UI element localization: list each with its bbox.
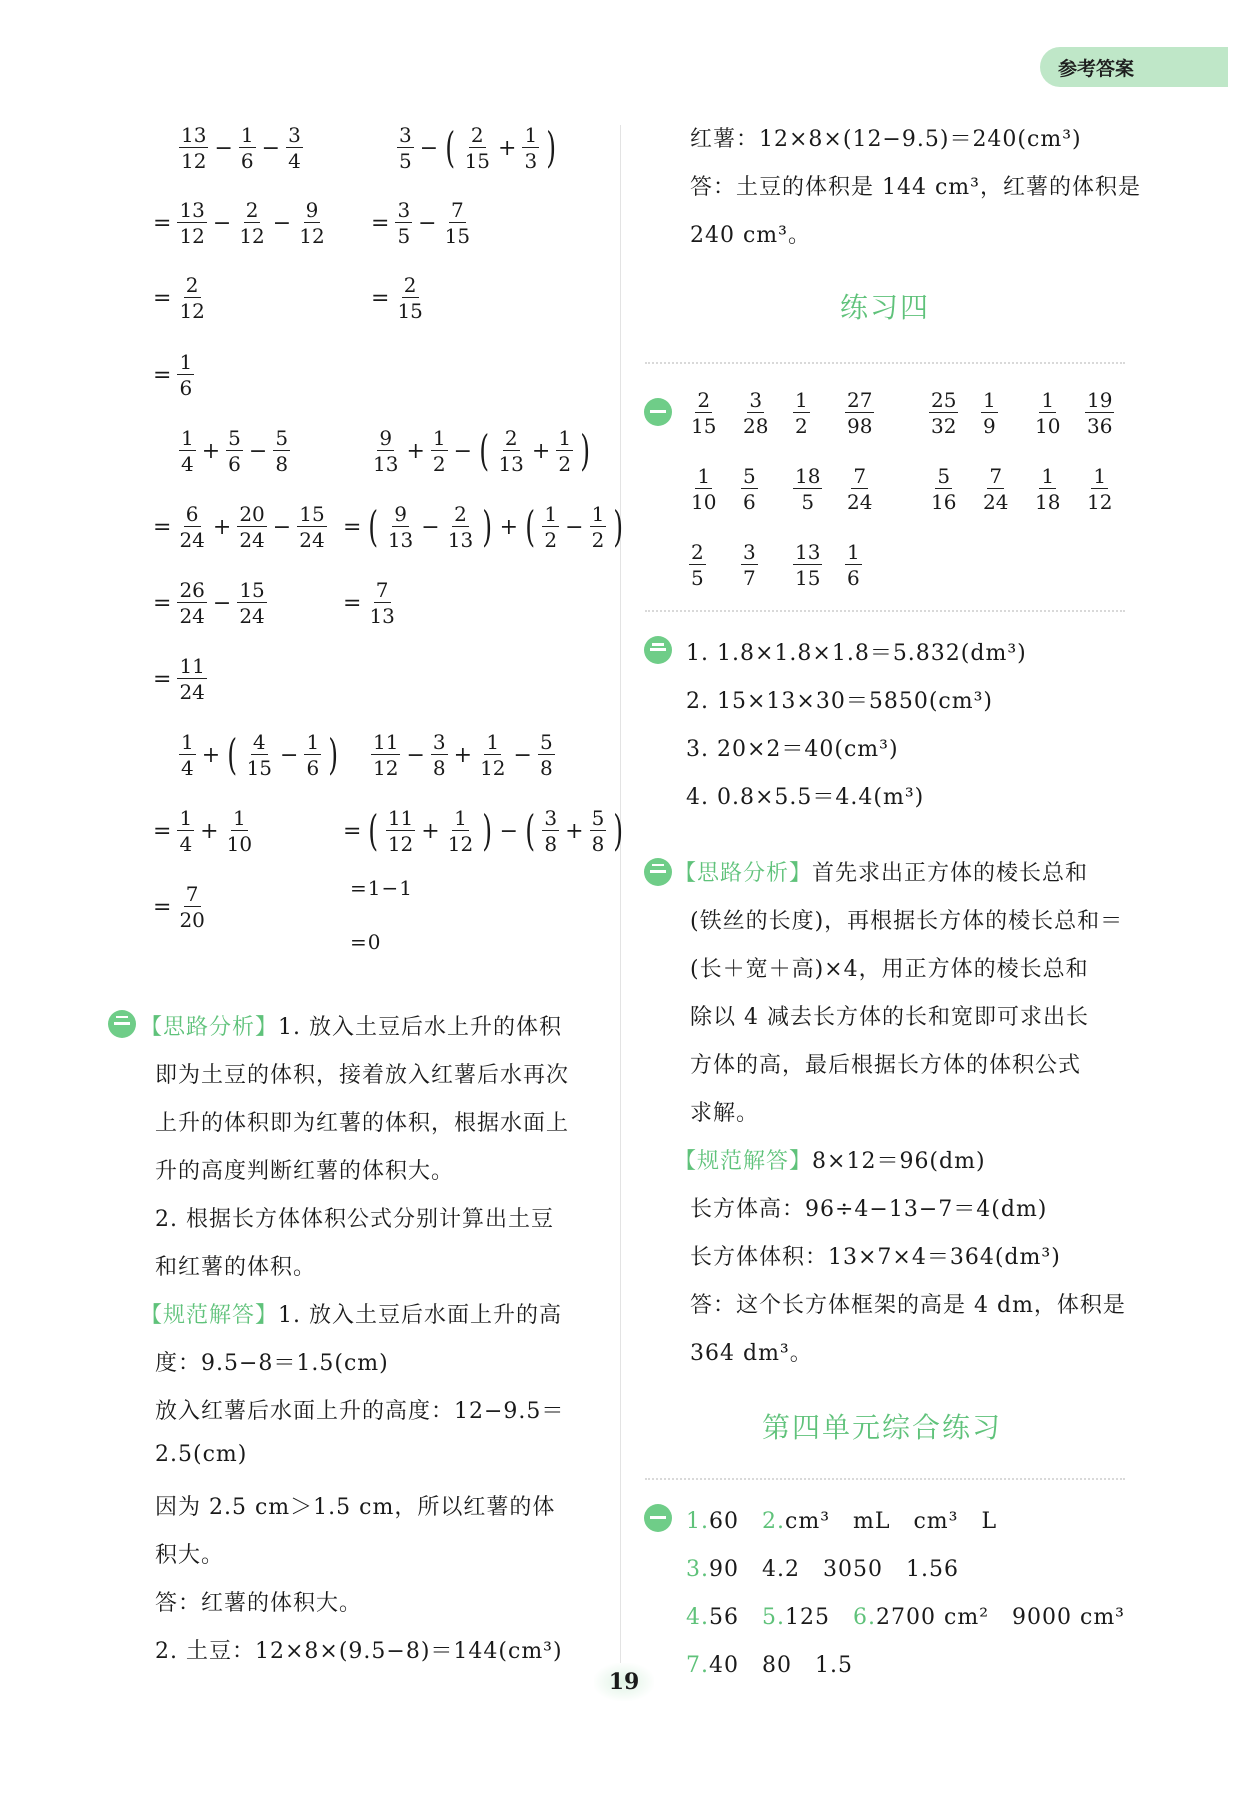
analysis-label: 【思路分析】 [674, 861, 813, 886]
fraction-answer: $\frac{19}{36}$ [1087, 388, 1113, 438]
fraction-answer: $\frac{18}{5}$ [795, 464, 821, 514]
analysis-line: 即为土豆的体积，接着放入红薯后水再次 [155, 1063, 570, 1088]
answer-line: 放入红薯后水面上升的高度：12−9.5＝ [155, 1399, 565, 1424]
math-row: = $\frac{3}{5}$ − $\frac{7}{15}$ [371, 198, 471, 248]
fraction-answer: $\frac{2}{5}$ [691, 540, 704, 590]
fraction-answer: $\frac{1}{18}$ [1035, 464, 1061, 514]
math-row: $\frac{1}{4}$ + ( $\frac{4}{15}$ − $\frac{1}{6}$ ) [181, 730, 339, 780]
fraction-answer: $\frac{1}{9}$ [983, 388, 996, 438]
math-row: = ( $\frac{11}{12}$ + $\frac{1}{12}$ ) − ( $\frac{3}{8}$ + $\frac{5}{8}$ ) [343, 806, 624, 856]
fraction-answer: $\frac{1}{10}$ [1035, 388, 1061, 438]
answer-line: 【规范解答】1. 放入土豆后水面上升的高 [140, 1303, 562, 1328]
section-badge-three [644, 858, 672, 886]
fraction-answer: $\frac{25}{32}$ [931, 388, 957, 438]
math-row: $\frac{1}{4}$ + $\frac{5}{6}$ − $\frac{5}{8}$ [181, 426, 289, 476]
math-line: =0 [350, 930, 382, 954]
math-row: = $\frac{13}{12}$ − $\frac{2}{12}$ − $\frac{9}{12}$ [153, 198, 325, 248]
math-row: $\frac{11}{12}$ − $\frac{3}{8}$ + $\frac{1}{12}$ − $\frac{5}{8}$ [373, 730, 553, 780]
math-row: = $\frac{26}{24}$ − $\frac{15}{24}$ [153, 578, 265, 628]
math-row: $\frac{9}{13}$ + $\frac{1}{2}$ − ( $\frac{2}{13}$ + $\frac{1}{2}$ ) [373, 426, 591, 476]
math-line: =1−1 [350, 876, 413, 900]
analysis-line: (长＋宽＋高)×4，用正方体的棱长总和 [690, 957, 1089, 982]
divider [645, 610, 1125, 612]
fraction-answer: $\frac{1}{6}$ [847, 540, 860, 590]
fraction-answer: $\frac{1}{12}$ [1087, 464, 1113, 514]
analysis-line: 【思路分析】首先求出正方体的棱长总和 [674, 861, 1089, 886]
header-tab [1040, 47, 1228, 87]
answer-line: 度：9.5−8＝1.5(cm) [155, 1351, 389, 1376]
page-number: 19 [594, 1663, 654, 1701]
answer-line: 【规范解答】8×12＝96(dm) [674, 1149, 986, 1174]
fraction-answer: $\frac{27}{98}$ [847, 388, 873, 438]
math-row: = $\frac{2}{12}$ [153, 273, 205, 323]
analysis-line: (铁丝的长度)，再根据长方体的棱长总和＝ [690, 909, 1124, 934]
right-line: 答：土豆的体积是 144 cm³，红薯的体积是 [690, 175, 1141, 200]
math-row: = $\frac{7}{13}$ [343, 578, 395, 628]
answer-line: 答：这个长方体框架的高是 4 dm，体积是 [690, 1293, 1126, 1318]
answer-line: 长方体体积：13×7×4＝364(dm³) [690, 1245, 1061, 1270]
calc-line: 1. 1.8×1.8×1.8＝5.832(dm³) [686, 641, 1027, 666]
answer-line: 长方体高：96÷4−13−7＝4(dm) [690, 1197, 1048, 1222]
analysis-line: 上升的体积即为红薯的体积，根据水面上 [155, 1111, 570, 1136]
section-badge-one [644, 1504, 672, 1532]
answer-line: 2. 土豆：12×8×(9.5−8)＝144(cm³) [155, 1639, 563, 1664]
fraction-answer: $\frac{3}{7}$ [743, 540, 756, 590]
math-row: = $\frac{1}{6}$ [153, 350, 193, 400]
analysis-label: 【思路分析】 [140, 1015, 279, 1040]
math-row: = $\frac{7}{20}$ [153, 882, 205, 932]
analysis-line: 求解。 [690, 1101, 760, 1126]
header-tab-label: 参考答案 [1058, 58, 1135, 80]
answer-line: 364 dm³。 [690, 1341, 813, 1366]
calc-line: 4. 0.8×5.5＝4.4(m³) [686, 785, 925, 810]
analysis-line: 2. 根据长方体体积公式分别计算出土豆 [155, 1207, 554, 1232]
divider [645, 1478, 1125, 1480]
analysis-line: 除以 4 减去长方体的长和宽即可求出长 [690, 1005, 1089, 1030]
analysis-line: 方体的高，最后根据长方体的体积公式 [690, 1053, 1082, 1078]
answer-line: 因为 2.5 cm＞1.5 cm，所以红薯的体 [155, 1495, 556, 1520]
section-badge-three [108, 1010, 136, 1038]
fraction-answer: $\frac{7}{24}$ [983, 464, 1009, 514]
answer-line: 积大。 [155, 1543, 225, 1568]
unit4-line: 4.56 5.125 6.2700 cm² 9000 cm³ [686, 1605, 1125, 1630]
unit4-line: 1.60 2.cm³ mL cm³ L [686, 1509, 998, 1534]
fraction-answer: $\frac{2}{15}$ [691, 388, 717, 438]
analysis-line: 升的高度判断红薯的体积大。 [155, 1159, 455, 1184]
math-row: $\frac{13}{12}$ − $\frac{1}{6}$ − $\frac{3}{4}$ [181, 123, 301, 173]
unit4-line: 7.40 80 1.5 [686, 1653, 853, 1678]
calc-line: 2. 15×13×30＝5850(cm³) [686, 689, 993, 714]
section-title-unit4: 第四单元综合练习 [762, 1411, 1003, 1444]
math-row: = $\frac{1}{4}$ + $\frac{1}{10}$ [153, 806, 253, 856]
answer-label: 【规范解答】 [674, 1149, 813, 1174]
answer-line: 2.5(cm) [155, 1442, 248, 1467]
analysis-line: 和红薯的体积。 [155, 1255, 317, 1280]
fraction-answer: $\frac{1}{10}$ [691, 464, 717, 514]
fraction-answer: $\frac{3}{28}$ [743, 388, 769, 438]
answer-label: 【规范解答】 [140, 1303, 279, 1328]
math-row: = ( $\frac{9}{13}$ − $\frac{2}{13}$ ) + ( $\frac{1}{2}$ − $\frac{1}{2}$ ) [343, 502, 624, 552]
math-row: = $\frac{11}{24}$ [153, 654, 205, 704]
fraction-answer: $\frac{7}{24}$ [847, 464, 873, 514]
math-row: $\frac{3}{5}$ − ( $\frac{2}{15}$ + $\frac{1}{3}$ ) [399, 123, 557, 173]
fraction-answer: $\frac{13}{15}$ [795, 540, 821, 590]
fraction-answer: $\frac{1}{2}$ [795, 388, 808, 438]
column-divider [620, 125, 621, 1665]
section-badge-two [644, 636, 672, 664]
unit4-line: 3.90 4.2 3050 1.56 [686, 1557, 959, 1582]
fraction-answer: $\frac{5}{6}$ [743, 464, 756, 514]
analysis-line: 【思路分析】1. 放入土豆后水上升的体积 [140, 1015, 562, 1040]
math-row: = $\frac{2}{15}$ [371, 273, 423, 323]
math-row: = $\frac{6}{24}$ + $\frac{20}{24}$ − $\frac{15}{24}$ [153, 502, 325, 552]
fraction-answer: $\frac{5}{16}$ [931, 464, 957, 514]
section-title-exercise4: 练习四 [840, 291, 931, 324]
section-badge-one [644, 398, 672, 426]
calc-line: 3. 20×2＝40(cm³) [686, 737, 899, 762]
answer-line: 答：红薯的体积大。 [155, 1591, 363, 1616]
divider [645, 362, 1125, 364]
right-line: 240 cm³。 [690, 223, 811, 248]
right-line: 红薯：12×8×(12−9.5)＝240(cm³) [690, 127, 1082, 152]
